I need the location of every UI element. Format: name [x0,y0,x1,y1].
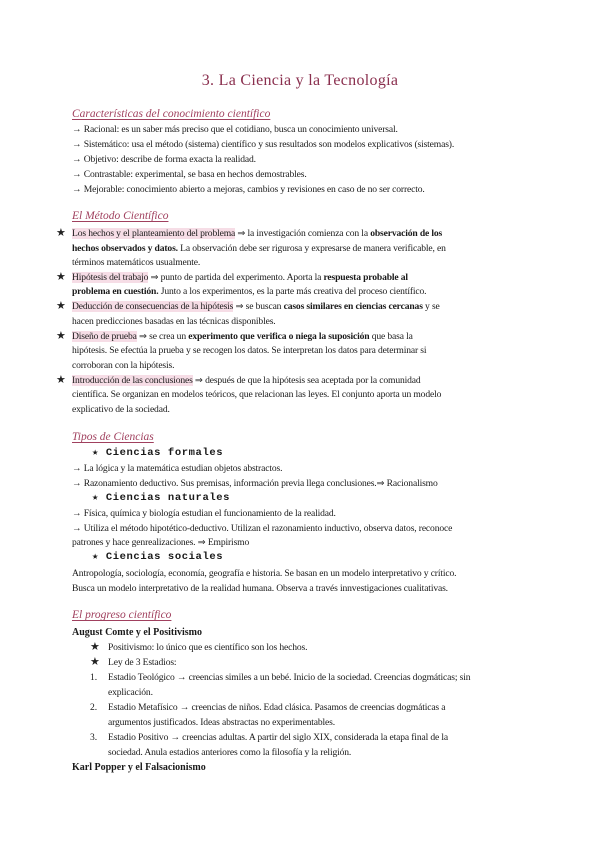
list-item: → Física, química y biología estudian el funcionamiento de la realidad. [72,508,336,519]
star-bullet-icon: ★ [56,271,66,283]
text: y se [422,301,440,312]
list-item: sociedad. Anula estadios anteriores como la filosofía y la religión. [108,747,352,758]
method-step-line [72,329,557,344]
subheading-social [92,550,223,565]
list-item: Estadio Teológico → creencias similes a un bebé. Inicio de la sociedad. Creencias dogmáticas; sin [108,672,471,683]
subheading-text: Ciencias sociales [105,551,224,563]
list-item: → Sistemático: usa el método (sistema) científico y sus resultados son modelos explicativos (sistemas). [72,139,455,150]
bold-text: observación de los [370,228,443,239]
highlight-text: Los hechos y el planteamiento del problema [72,228,236,239]
list-item: patrones y hace genrealizaciones. ⇒ Empirismo [72,537,250,548]
method-step-line [72,373,557,388]
paragraph-line: Busca un modelo interpretativo de la realidad humana. Observa a través innvestigaciones cualitativas. [72,583,448,594]
list-number: 2. [90,702,98,713]
star-bullet-icon: ★ [92,447,106,459]
list-item: Estadio Metafísico → creencias de niños. Edad clásica. Pasamos de creencias dogmáticas a [108,702,446,713]
bold-text: problema en cuestión. [72,286,159,297]
list-item: → Razonamiento deductivo. Sus premisas, información previa llega conclusiones.⇒ Racionalismo [72,478,438,489]
method-step-line [72,284,557,299]
star-bullet-icon: ★ [90,656,100,668]
text: ⇒ la investigación comienza con la [235,228,371,239]
bold-text: hechos observados y datos. [72,243,178,254]
subheading-natural [92,491,230,506]
star-bullet-icon: ★ [56,300,66,312]
star-bullet-icon: ★ [56,374,66,386]
list-number: 1. [90,672,98,683]
star-bullet-icon: ★ [56,227,66,239]
subheading-text: Ciencias naturales [105,492,231,504]
bold-text: experimento que verifica o niega la suposición [188,331,370,342]
method-step-line: hacen predicciones basadas en las técnicas disponibles. [72,316,276,327]
section-heading-types: Tipos de Ciencias [72,431,154,443]
star-bullet-icon: ★ [56,330,66,342]
method-step-line [72,226,557,241]
method-step-line [72,241,557,256]
section-heading-progress: El progreso científico [72,609,172,621]
star-bullet-icon: ★ [92,492,106,504]
list-item: → Mejorable: conocimiento abierto a mejoras, cambios y revisiones en caso de no ser correcto. [72,184,425,195]
method-step-line: explicativo de la sociedad. [72,404,170,415]
text: ⇒ punto de partida del experimento. Aporta la [148,272,324,283]
highlight-text: Hipótesis del trabajo [72,272,149,283]
list-item: → La lógica y la matemática estudian objetos abstractos. [72,463,283,474]
list-number: 3. [90,732,98,743]
star-bullet-icon: ★ [92,551,106,563]
list-item: → Utiliza el método hipotético-deductivo. Utilizan el razonamiento inductivo, observa datos, reconoce [72,523,453,534]
subheading-popper: Karl Popper y el Falsacionismo [72,762,206,773]
bold-text: casos similares en ciencias cercanas [283,301,423,312]
highlight-text: Deducción de consecuencias de la hipótesis [72,301,234,312]
star-bullet-icon: ★ [90,641,100,653]
method-step-line: términos matemáticos usualmente. [72,257,201,268]
method-step-line: corroboran con la hipótesis. [72,360,175,371]
page-title: 3. La Ciencia y la Tecnología [201,72,399,89]
method-step-line [72,299,557,314]
subheading-comte: August Comte y el Positivismo [72,627,202,638]
method-step-line: hipótesis. Se efectúa la prueba y se recogen los datos. Se interpretan los datos para determinar si [72,345,427,356]
highlight-text: Introducción de las conclusiones [72,375,193,386]
list-item: → Racional: es un saber más preciso que el cotidiano, busca un conocimiento universal. [72,124,398,135]
section-heading-method: El Método Científico [72,210,169,222]
bold-text: respuesta probable al [323,272,408,283]
text: La observación debe ser rigurosa y expresarse de manera verificable, en [177,243,446,254]
list-item: → Objetivo: describe de forma exacta la realidad. [72,154,256,165]
text: ⇒ se crea un [136,331,189,342]
paragraph-line: Antropología, sociología, economía, geografía e historia. Se basan en un modelo interpretativo y crítico. [72,568,457,579]
list-item: explicación. [108,687,153,698]
text: ⇒ después de que la hipótesis sea aceptada por la comunidad [192,375,421,386]
list-item: Estadio Positivo → creencias adultas. A partir del siglo XIX, considerada la etapa final de la [108,732,448,743]
text: ⇒ se buscan [233,301,284,312]
subheading-formal [92,446,223,461]
list-item: Ley de 3 Estadios: [108,657,177,668]
list-item: → Contrastable: experimental, se basa en hechos demostrables. [72,169,307,180]
text: que basa la [369,331,413,342]
list-item: Positivismo: lo único que es científico son los hechos. [108,642,308,653]
highlight-text: Diseño de prueba [72,331,137,342]
method-step-line [72,270,557,285]
method-step-line: científica. Se organizan en modelos teóricos, que relacionan las leyes. El conjunto aporta un modelo [72,389,442,400]
text: Junto a los experimentos, es la parte más creativa del proceso científico. [158,286,427,297]
subheading-text: Ciencias formales [105,447,224,459]
section-heading-characteristics: Características del conocimiento científico [72,108,271,120]
list-item: argumentos justificados. Ideas abstractas no experimentables. [108,717,335,728]
